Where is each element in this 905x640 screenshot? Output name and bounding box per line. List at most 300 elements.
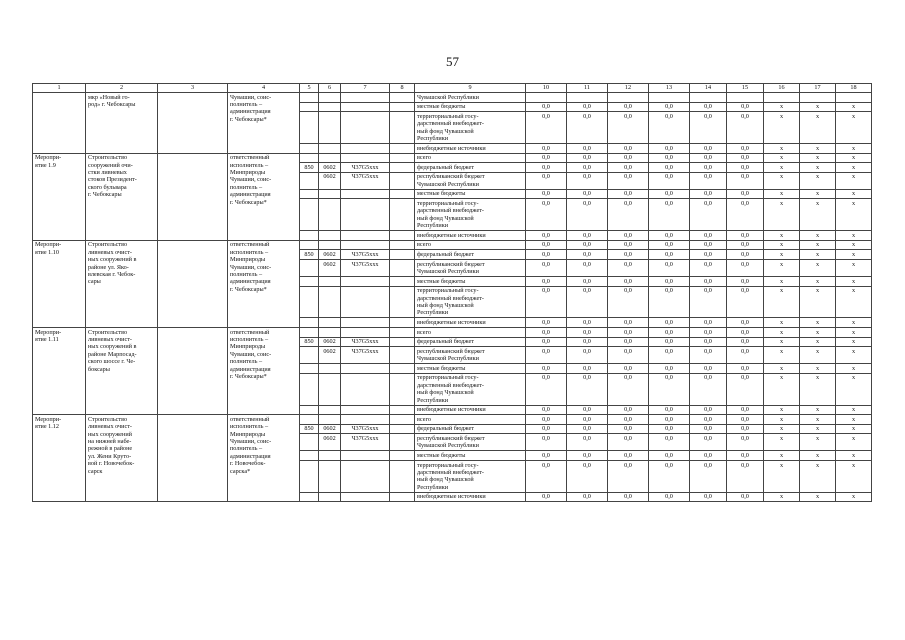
value-cell: 0,0 xyxy=(567,424,608,434)
code-cell xyxy=(319,405,341,415)
header-cell: 5 xyxy=(300,84,319,93)
code-cell xyxy=(300,189,319,199)
value-cell: х xyxy=(764,405,800,415)
code-cell xyxy=(341,144,390,154)
header-cell: 18 xyxy=(836,84,872,93)
value-cell: 0,0 xyxy=(727,112,764,144)
code-cell xyxy=(319,327,341,337)
code-cell xyxy=(341,364,390,374)
code-cell xyxy=(319,492,341,502)
value-cell: х xyxy=(836,276,872,286)
code-cell xyxy=(319,415,341,425)
value-cell: 0,0 xyxy=(690,337,727,347)
value-cell: 0,0 xyxy=(649,337,690,347)
value-cell: х xyxy=(800,451,836,461)
header-row xyxy=(33,84,872,93)
code-cell xyxy=(300,492,319,502)
value-cell: 0,0 xyxy=(727,250,764,260)
code-cell xyxy=(300,153,319,163)
value-cell: х xyxy=(800,492,836,502)
value-cell: 0,0 xyxy=(690,102,727,112)
value-cell: х xyxy=(836,199,872,231)
value-cell: 0,0 xyxy=(567,318,608,328)
value-cell: х xyxy=(764,153,800,163)
value-cell: х xyxy=(836,460,872,492)
value-cell: х xyxy=(764,434,800,451)
code-cell xyxy=(390,259,415,276)
value-cell: х xyxy=(836,347,872,364)
empty-cell xyxy=(158,327,228,414)
value-cell: х xyxy=(764,373,800,405)
value-cell: 0,0 xyxy=(608,434,649,451)
value-cell: 0,0 xyxy=(526,102,567,112)
code-cell xyxy=(319,276,341,286)
code-cell xyxy=(300,373,319,405)
value-cell: 0,0 xyxy=(649,318,690,328)
measure-id-cell: Меропри- ятие 1.9 xyxy=(33,153,86,240)
value-cell: х xyxy=(800,231,836,241)
value-cell: 0,0 xyxy=(649,144,690,154)
code-cell xyxy=(300,286,319,318)
value-cell: х xyxy=(800,259,836,276)
value-cell: 0,0 xyxy=(690,434,727,451)
value-cell: х xyxy=(836,240,872,250)
value-cell: 0,0 xyxy=(608,327,649,337)
empty-cell xyxy=(158,240,228,327)
value-cell: 0,0 xyxy=(567,112,608,144)
code-cell xyxy=(390,93,415,103)
value-cell: 0,0 xyxy=(567,276,608,286)
source-cell: внебюджетные источники xyxy=(415,492,526,502)
value-cell: 0,0 xyxy=(727,492,764,502)
source-cell: всего xyxy=(415,153,526,163)
value-cell: 0,0 xyxy=(690,276,727,286)
value-cell: 0,0 xyxy=(608,460,649,492)
code-cell: 0602 xyxy=(319,259,341,276)
value-cell: х xyxy=(836,102,872,112)
value-cell: 0,0 xyxy=(727,424,764,434)
header-cell: 1 xyxy=(33,84,86,93)
value-cell: 0,0 xyxy=(608,172,649,189)
value-cell: 0,0 xyxy=(608,286,649,318)
value-cell: 0,0 xyxy=(567,102,608,112)
table-row xyxy=(33,240,872,250)
code-cell xyxy=(341,231,390,241)
measure-id-cell: Меропри- ятие 1.10 xyxy=(33,240,86,327)
value-cell: 0,0 xyxy=(526,163,567,173)
measure-id-cell: Меропри- ятие 1.12 xyxy=(33,415,86,502)
code-cell xyxy=(341,327,390,337)
value-cell: х xyxy=(764,112,800,144)
code-cell xyxy=(390,337,415,347)
source-cell: федеральный бюджет xyxy=(415,337,526,347)
value-cell: 0,0 xyxy=(567,189,608,199)
code-cell: Ч37G5ххх xyxy=(341,337,390,347)
value-cell: 0,0 xyxy=(649,451,690,461)
source-cell: местные бюджеты xyxy=(415,364,526,374)
value-cell xyxy=(567,93,608,103)
value-cell: х xyxy=(764,163,800,173)
code-cell xyxy=(319,189,341,199)
value-cell: 0,0 xyxy=(690,153,727,163)
value-cell: х xyxy=(800,102,836,112)
value-cell: 0,0 xyxy=(727,405,764,415)
code-cell xyxy=(341,199,390,231)
value-cell: х xyxy=(836,327,872,337)
value-cell: 0,0 xyxy=(690,250,727,260)
source-cell: республиканский бюджет Чувашской Республики xyxy=(415,259,526,276)
value-cell: х xyxy=(800,405,836,415)
code-cell xyxy=(319,102,341,112)
value-cell: 0,0 xyxy=(690,172,727,189)
value-cell: 0,0 xyxy=(690,286,727,318)
value-cell: 0,0 xyxy=(567,364,608,374)
value-cell: 0,0 xyxy=(727,415,764,425)
value-cell: 0,0 xyxy=(690,163,727,173)
source-cell: внебюджетные источники xyxy=(415,405,526,415)
value-cell: х xyxy=(800,434,836,451)
table-row xyxy=(33,93,872,103)
code-cell xyxy=(300,112,319,144)
value-cell: 0,0 xyxy=(649,153,690,163)
value-cell: х xyxy=(764,189,800,199)
value-cell: 0,0 xyxy=(690,112,727,144)
value-cell: 0,0 xyxy=(567,434,608,451)
code-cell xyxy=(300,347,319,364)
value-cell xyxy=(690,93,727,103)
value-cell: х xyxy=(836,144,872,154)
value-cell: х xyxy=(836,405,872,415)
value-cell: 0,0 xyxy=(526,231,567,241)
value-cell: 0,0 xyxy=(727,240,764,250)
financing-table xyxy=(32,83,872,502)
code-cell: 0602 xyxy=(319,434,341,451)
value-cell: х xyxy=(800,163,836,173)
code-cell xyxy=(319,231,341,241)
code-cell xyxy=(300,276,319,286)
code-cell xyxy=(319,199,341,231)
header-cell: 12 xyxy=(608,84,649,93)
source-cell: всего xyxy=(415,240,526,250)
source-cell: местные бюджеты xyxy=(415,189,526,199)
value-cell: х xyxy=(800,286,836,318)
value-cell: х xyxy=(764,144,800,154)
code-cell: 850 xyxy=(300,163,319,173)
value-cell: 0,0 xyxy=(567,240,608,250)
code-cell xyxy=(390,492,415,502)
code-cell xyxy=(390,163,415,173)
value-cell: 0,0 xyxy=(608,276,649,286)
value-cell: 0,0 xyxy=(649,250,690,260)
code-cell xyxy=(300,144,319,154)
code-cell xyxy=(341,93,390,103)
header-cell: 15 xyxy=(727,84,764,93)
code-cell xyxy=(390,231,415,241)
value-cell: 0,0 xyxy=(526,424,567,434)
code-cell xyxy=(390,347,415,364)
value-cell: х xyxy=(764,259,800,276)
value-cell: 0,0 xyxy=(727,347,764,364)
value-cell: х xyxy=(800,240,836,250)
value-cell: 0,0 xyxy=(608,451,649,461)
value-cell: 0,0 xyxy=(608,364,649,374)
value-cell: 0,0 xyxy=(690,364,727,374)
value-cell: 0,0 xyxy=(608,112,649,144)
value-cell xyxy=(608,93,649,103)
code-cell xyxy=(390,318,415,328)
value-cell: 0,0 xyxy=(649,347,690,364)
value-cell: х xyxy=(764,102,800,112)
value-cell xyxy=(727,93,764,103)
value-cell: х xyxy=(764,318,800,328)
value-cell: 0,0 xyxy=(567,153,608,163)
code-cell xyxy=(300,172,319,189)
value-cell: х xyxy=(836,434,872,451)
source-cell: республиканский бюджет Чувашской Республики xyxy=(415,347,526,364)
value-cell: 0,0 xyxy=(608,144,649,154)
value-cell: х xyxy=(836,318,872,328)
value-cell: х xyxy=(800,460,836,492)
executor-cell: ответственный исполнитель – Минприроды Чувашии, соис- полнитель – администрация г. Чебоксары* xyxy=(228,240,300,327)
code-cell xyxy=(390,199,415,231)
source-cell: территориальный госу- дарственный внебюджет- ный фонд Чувашской Республики xyxy=(415,373,526,405)
code-cell: 0602 xyxy=(319,172,341,189)
code-cell xyxy=(390,112,415,144)
value-cell: 0,0 xyxy=(608,337,649,347)
value-cell: х xyxy=(800,364,836,374)
code-cell xyxy=(390,451,415,461)
value-cell: 0,0 xyxy=(649,102,690,112)
value-cell: х xyxy=(836,373,872,405)
value-cell: 0,0 xyxy=(526,434,567,451)
value-cell: 0,0 xyxy=(567,259,608,276)
value-cell: 0,0 xyxy=(567,415,608,425)
value-cell: 0,0 xyxy=(649,373,690,405)
code-cell xyxy=(390,434,415,451)
source-cell: территориальный госу- дарственный внебюджет- ный фонд Чувашской Республики xyxy=(415,112,526,144)
value-cell: 0,0 xyxy=(649,460,690,492)
value-cell: 0,0 xyxy=(649,189,690,199)
table-row xyxy=(33,153,872,163)
value-cell: х xyxy=(800,337,836,347)
value-cell: 0,0 xyxy=(567,405,608,415)
value-cell: 0,0 xyxy=(608,492,649,502)
value-cell: 0,0 xyxy=(649,240,690,250)
value-cell: 0,0 xyxy=(608,250,649,260)
value-cell: х xyxy=(836,286,872,318)
value-cell: х xyxy=(764,286,800,318)
code-cell xyxy=(319,364,341,374)
value-cell: 0,0 xyxy=(690,259,727,276)
value-cell: х xyxy=(800,318,836,328)
value-cell: 0,0 xyxy=(727,259,764,276)
code-cell xyxy=(319,240,341,250)
table-row xyxy=(33,327,872,337)
table-row xyxy=(33,415,872,425)
value-cell: 0,0 xyxy=(608,405,649,415)
code-cell xyxy=(341,373,390,405)
value-cell xyxy=(526,93,567,103)
source-cell: внебюджетные источники xyxy=(415,318,526,328)
code-cell xyxy=(341,405,390,415)
code-cell xyxy=(390,460,415,492)
measure-name-cell: Строительство ливневых очист- ных сооружений в районе Марпосад- ского шоссе г. Че- боксары xyxy=(86,327,158,414)
value-cell: х xyxy=(800,276,836,286)
value-cell: х xyxy=(764,199,800,231)
source-cell: местные бюджеты xyxy=(415,451,526,461)
value-cell: 0,0 xyxy=(526,199,567,231)
source-cell: республиканский бюджет Чувашской Республики xyxy=(415,172,526,189)
value-cell: х xyxy=(800,327,836,337)
code-cell xyxy=(390,172,415,189)
source-cell: территориальный госу- дарственный внебюджет- ный фонд Чувашской Республики xyxy=(415,199,526,231)
code-cell xyxy=(319,318,341,328)
value-cell: х xyxy=(764,451,800,461)
value-cell: 0,0 xyxy=(608,347,649,364)
value-cell: 0,0 xyxy=(649,112,690,144)
value-cell: 0,0 xyxy=(727,460,764,492)
value-cell: 0,0 xyxy=(526,112,567,144)
value-cell: х xyxy=(764,415,800,425)
code-cell xyxy=(300,405,319,415)
value-cell: х xyxy=(800,347,836,364)
value-cell xyxy=(764,93,800,103)
value-cell: 0,0 xyxy=(567,460,608,492)
executor-cell: ответственный исполнитель – Минприроды Чувашии, соис- полнитель – администрация г. Чебоксары* xyxy=(228,153,300,240)
value-cell: 0,0 xyxy=(649,364,690,374)
value-cell: 0,0 xyxy=(526,286,567,318)
value-cell xyxy=(836,93,872,103)
value-cell: 0,0 xyxy=(567,286,608,318)
value-cell: 0,0 xyxy=(526,347,567,364)
value-cell: х xyxy=(764,231,800,241)
value-cell: 0,0 xyxy=(567,172,608,189)
value-cell: 0,0 xyxy=(649,231,690,241)
code-cell: Ч37G5ххх xyxy=(341,259,390,276)
value-cell: 0,0 xyxy=(727,153,764,163)
header-cell: 11 xyxy=(567,84,608,93)
value-cell: х xyxy=(800,189,836,199)
code-cell xyxy=(319,451,341,461)
value-cell: х xyxy=(836,172,872,189)
value-cell: 0,0 xyxy=(727,451,764,461)
empty-cell xyxy=(158,93,228,154)
code-cell xyxy=(300,327,319,337)
code-cell xyxy=(300,318,319,328)
value-cell: 0,0 xyxy=(649,405,690,415)
code-cell: 0602 xyxy=(319,337,341,347)
code-cell xyxy=(319,153,341,163)
value-cell: х xyxy=(800,153,836,163)
value-cell: 0,0 xyxy=(526,364,567,374)
value-cell: 0,0 xyxy=(526,189,567,199)
code-cell xyxy=(319,112,341,144)
value-cell: х xyxy=(836,259,872,276)
value-cell: 0,0 xyxy=(526,276,567,286)
value-cell: х xyxy=(764,347,800,364)
code-cell xyxy=(341,286,390,318)
measure-name-cell: Строительство сооружений очи- стки ливневых стоков Президент- ского бульвара г. Чебоксары xyxy=(86,153,158,240)
value-cell: х xyxy=(800,199,836,231)
code-cell xyxy=(319,93,341,103)
value-cell: 0,0 xyxy=(649,434,690,451)
code-cell: Ч37G5ххх xyxy=(341,172,390,189)
code-cell: 0602 xyxy=(319,424,341,434)
source-cell: федеральный бюджет xyxy=(415,250,526,260)
value-cell: 0,0 xyxy=(727,286,764,318)
code-cell xyxy=(319,144,341,154)
code-cell xyxy=(300,364,319,374)
value-cell: 0,0 xyxy=(608,259,649,276)
value-cell: 0,0 xyxy=(649,286,690,318)
header-cell: 4 xyxy=(228,84,300,93)
code-cell xyxy=(341,460,390,492)
value-cell: 0,0 xyxy=(690,327,727,337)
source-cell: федеральный бюджет xyxy=(415,163,526,173)
code-cell xyxy=(341,112,390,144)
header-cell: 10 xyxy=(526,84,567,93)
value-cell: х xyxy=(800,250,836,260)
value-cell: 0,0 xyxy=(727,102,764,112)
code-cell xyxy=(390,250,415,260)
value-cell: 0,0 xyxy=(567,327,608,337)
value-cell: 0,0 xyxy=(526,144,567,154)
code-cell xyxy=(300,451,319,461)
source-cell: внебюджетные источники xyxy=(415,231,526,241)
value-cell: 0,0 xyxy=(567,144,608,154)
measure-name-cell: Строительство ливневых очист- ных сооружений в районе ул. Яко- влевская г. Чебок- сары xyxy=(86,240,158,327)
value-cell: 0,0 xyxy=(690,144,727,154)
value-cell: х xyxy=(800,373,836,405)
code-cell xyxy=(319,286,341,318)
value-cell: 0,0 xyxy=(690,415,727,425)
code-cell xyxy=(390,405,415,415)
code-cell: Ч37G5ххх xyxy=(341,434,390,451)
code-cell xyxy=(300,240,319,250)
value-cell: 0,0 xyxy=(526,460,567,492)
executor-cell: ответственный исполнитель – Минприроды Чувашии, соис- полнитель – администрация г. Новочебок- сарска* xyxy=(228,415,300,502)
header-cell: 14 xyxy=(690,84,727,93)
value-cell: х xyxy=(764,492,800,502)
value-cell: 0,0 xyxy=(526,337,567,347)
value-cell: 0,0 xyxy=(567,373,608,405)
source-cell: всего xyxy=(415,415,526,425)
value-cell xyxy=(800,93,836,103)
code-cell xyxy=(390,415,415,425)
value-cell: 0,0 xyxy=(690,460,727,492)
value-cell: 0,0 xyxy=(567,231,608,241)
code-cell xyxy=(390,276,415,286)
code-cell xyxy=(341,276,390,286)
measure-name-cell: мкр «Новый го- род» г. Чебоксары xyxy=(86,93,158,154)
value-cell: х xyxy=(764,240,800,250)
code-cell xyxy=(341,415,390,425)
value-cell: х xyxy=(800,415,836,425)
value-cell: х xyxy=(764,276,800,286)
value-cell: х xyxy=(836,337,872,347)
code-cell xyxy=(341,189,390,199)
value-cell: 0,0 xyxy=(526,327,567,337)
code-cell: Ч37G5ххх xyxy=(341,250,390,260)
source-cell: всего xyxy=(415,327,526,337)
value-cell: 0,0 xyxy=(649,276,690,286)
value-cell: 0,0 xyxy=(727,434,764,451)
value-cell: 0,0 xyxy=(608,240,649,250)
value-cell: 0,0 xyxy=(608,153,649,163)
value-cell: 0,0 xyxy=(526,373,567,405)
code-cell xyxy=(390,240,415,250)
source-cell: федеральный бюджет xyxy=(415,424,526,434)
